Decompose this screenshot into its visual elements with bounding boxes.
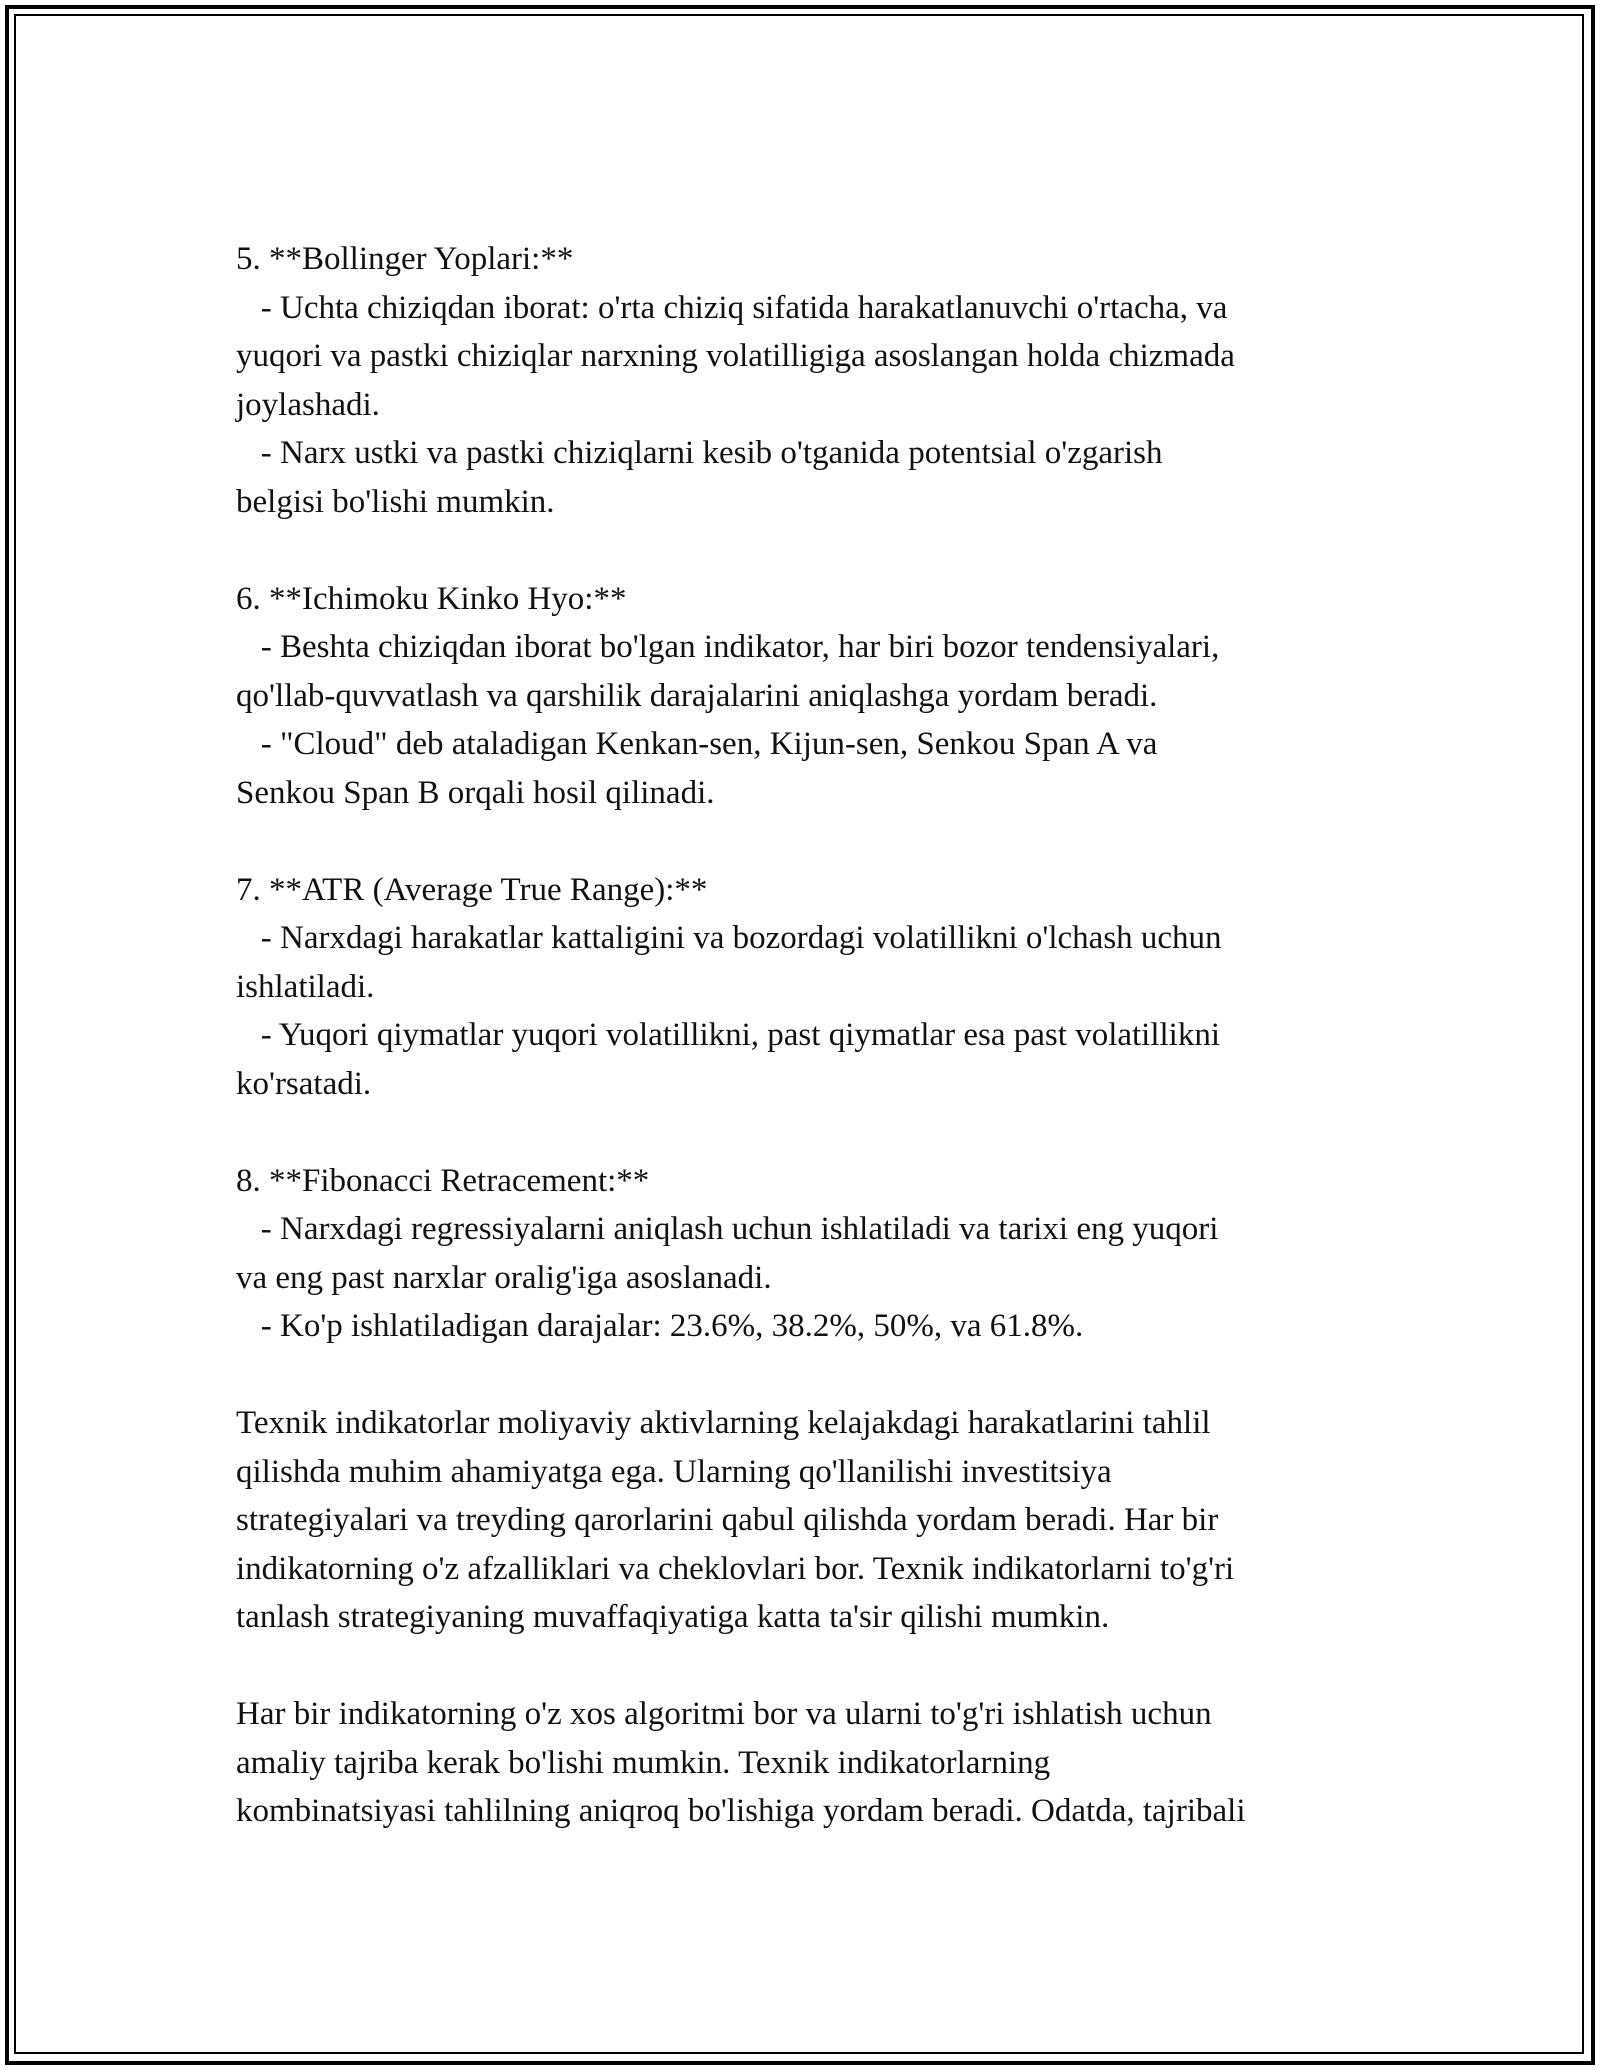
paragraph-closing bbox=[236, 1690, 1386, 1836]
text-line: va eng past narxlar oralig'iga asoslanadi. bbox=[236, 1259, 772, 1296]
section-bollinger bbox=[236, 235, 1386, 526]
text-line: qilishda muhim ahamiyatga ega. Ularning qo'llanilishi investitsiya bbox=[236, 1453, 1112, 1490]
text-line: ko'rsatadi. bbox=[236, 1065, 372, 1102]
text-line: ishlatiladi. bbox=[236, 968, 375, 1005]
section-heading: 6. **Ichimoku Kinko Hyo:** bbox=[236, 580, 627, 617]
paragraph-gap bbox=[236, 817, 1386, 866]
text-line: kombinatsiyasi tahlilning aniqroq bo'lishiga yordam beradi. Odatda, tajribali bbox=[236, 1793, 1246, 1829]
text-line: Har bir indikatorning o'z xos algoritmi bor va ularni to'g'ri ishlatish uchun bbox=[236, 1696, 1212, 1732]
paragraph-gap bbox=[236, 1108, 1386, 1157]
text-line: - Narx ustki va pastki chiziqlarni kesib o'tganida potentsial o'zgarish bbox=[236, 435, 1163, 471]
paragraph-gap bbox=[236, 526, 1386, 575]
text-line: yuqori va pastki chiziqlar narxning volatilligiga asoslangan holda chizmada bbox=[236, 338, 1235, 374]
document-body bbox=[236, 235, 1386, 1836]
text-line: strategiyalari va treyding qarorlarini qabul qilishda yordam beradi. Har bir bbox=[236, 1502, 1219, 1538]
text-line: belgisi bo'lishi mumkin. bbox=[236, 483, 555, 520]
text-line: amaliy tajriba kerak bo'lishi mumkin. Texnik indikatorlarning bbox=[236, 1744, 1051, 1781]
text-line: qo'llab-quvvatlash va qarshilik darajalarini aniqlashga yordam beradi. bbox=[236, 677, 1158, 714]
section-ichimoku bbox=[236, 575, 1386, 818]
section-atr bbox=[236, 866, 1386, 1109]
text-line: joylashadi. bbox=[236, 386, 380, 423]
text-line: - Yuqori qiymatlar yuqori volatillikni, past qiymatlar esa past volatillikni bbox=[236, 1017, 1221, 1053]
paragraph-gap bbox=[236, 1642, 1386, 1691]
section-heading: 5. **Bollinger Yoplari:** bbox=[236, 241, 574, 277]
paragraph-gap bbox=[236, 1351, 1386, 1400]
text-line: - "Cloud" deb ataladigan Kenkan-sen, Kijun-sen, Senkou Span A va bbox=[236, 726, 1158, 762]
text-line: - Beshta chiziqdan iborat bo'lgan indikator, har biri bozor tendensiyalari, bbox=[236, 629, 1220, 665]
text-line: Texnik indikatorlar moliyaviy aktivlarning kelajakdagi harakatlarini tahlil bbox=[236, 1405, 1211, 1441]
text-line: Senkou Span B orqali hosil qilinadi. bbox=[236, 774, 715, 811]
text-line: - Narxdagi harakatlar kattaligini va bozordagi volatillikni o'lchash uchun bbox=[236, 920, 1222, 956]
section-heading: 7. **ATR (Average True Range):** bbox=[236, 871, 708, 908]
section-heading: 8. **Fibonacci Retracement:** bbox=[236, 1162, 650, 1199]
text-line: indikatorning o'z afzalliklari va cheklovlari bor. Texnik indikatorlarni to'g'ri bbox=[236, 1550, 1235, 1587]
section-fibonacci bbox=[236, 1157, 1386, 1351]
text-line: - Ko'p ishlatiladigan darajalar: 23.6%, 38.2%, 50%, va 61.8%. bbox=[236, 1308, 1084, 1344]
text-line: - Narxdagi regressiyalarni aniqlash uchun ishlatiladi va tarixi eng yuqori bbox=[236, 1211, 1219, 1247]
paragraph-summary bbox=[236, 1399, 1386, 1642]
text-line: - Uchta chiziqdan iborat: o'rta chiziq sifatida harakatlanuvchi o'rtacha, va bbox=[236, 289, 1228, 326]
text-line: tanlash strategiyaning muvaffaqiyatiga katta ta'sir qilishi mumkin. bbox=[236, 1599, 1110, 1635]
